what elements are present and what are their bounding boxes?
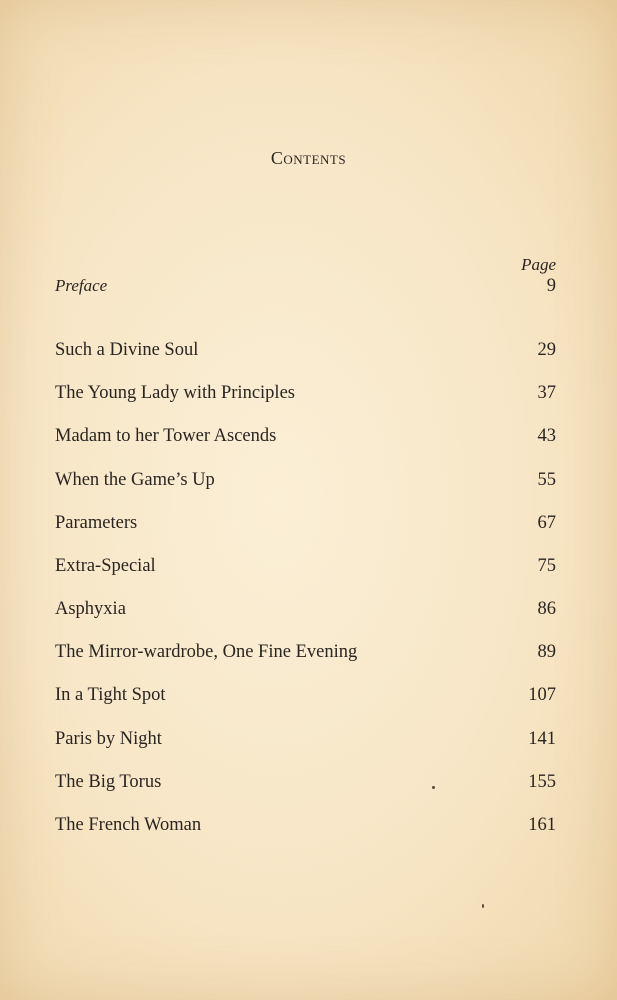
toc-entry: [55, 642, 556, 663]
toc-entry-title: Such a Divine Soul: [55, 340, 199, 360]
toc-entry: [55, 556, 556, 577]
toc-entry: [55, 426, 556, 447]
toc-entry: [55, 729, 556, 750]
toc-entry-title: When the Game’s Up: [55, 470, 215, 490]
toc-entry-page: 29: [537, 340, 556, 360]
toc-entry: [55, 383, 556, 404]
toc-entry-title: The French Woman: [55, 815, 202, 835]
page-column-heading: Page: [521, 255, 556, 274]
toc-entry-page: 75: [537, 556, 556, 576]
toc-entry-title: Parameters: [55, 513, 138, 533]
toc-entry-title: The Mirror-wardrobe, One Fine Evening: [55, 642, 358, 662]
toc-entry: [55, 815, 556, 836]
toc-entry: [55, 772, 556, 793]
toc-entry-title: Asphyxia: [55, 599, 126, 619]
toc-entry-page: 43: [537, 426, 556, 446]
toc-entry-page: 161: [528, 815, 556, 835]
toc-entry-page: 86: [537, 599, 556, 619]
toc-entry-title: In a Tight Spot: [55, 685, 166, 705]
toc-entry-page: 141: [528, 729, 556, 749]
toc-entry: [55, 470, 556, 491]
toc-entry: [55, 513, 556, 534]
toc-entry-page: 55: [537, 470, 556, 490]
page-title: Contents: [270, 148, 347, 168]
toc-entry-title: The Young Lady with Principles: [55, 383, 295, 403]
toc-entry-page: 37: [537, 383, 556, 403]
toc-entry-page: 89: [537, 642, 556, 662]
toc-entry-title: Madam to her Tower Ascends: [55, 426, 277, 446]
toc-entry-title: Extra-Special: [55, 556, 156, 576]
toc-entry-page: 155: [528, 772, 556, 792]
toc-entry: [55, 685, 556, 706]
toc-entry-title: The Big Torus: [55, 772, 162, 792]
paper-speck: [482, 904, 484, 908]
toc-entry-page: 107: [528, 685, 556, 705]
toc-preface-title: Preface: [55, 276, 108, 295]
toc-entry-title: Paris by Night: [55, 729, 162, 749]
toc-preface-page: 9: [546, 276, 556, 296]
toc-entry-page: 67: [537, 513, 556, 533]
toc-entry: [55, 340, 556, 361]
toc-entry: [55, 599, 556, 620]
toc-preface-row: [55, 276, 556, 297]
paper-speck: [432, 786, 435, 789]
